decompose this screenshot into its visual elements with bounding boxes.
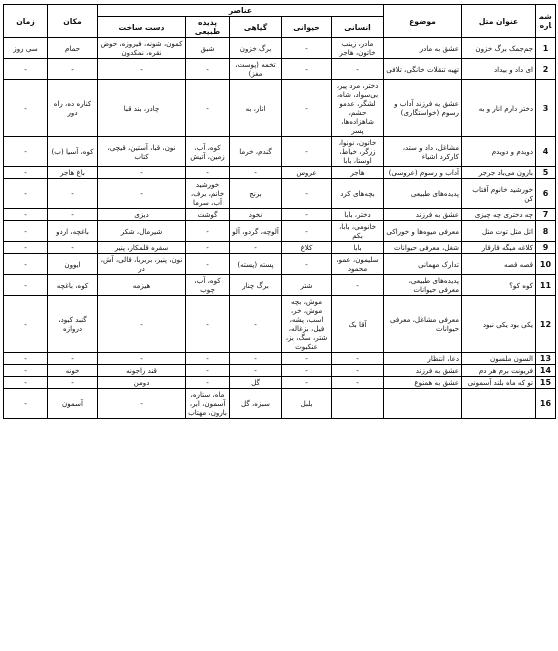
header-num: شماره xyxy=(536,5,556,38)
cell-nature: - xyxy=(186,296,230,353)
cell-title: کلاغه میگه قارقار xyxy=(462,242,536,254)
cell-time: - xyxy=(4,353,48,365)
cell-time: - xyxy=(4,365,48,377)
cell-animal: عروس xyxy=(282,167,332,179)
table-row xyxy=(4,296,556,353)
cell-human: - xyxy=(332,377,384,389)
cell-handmade: - xyxy=(98,296,186,353)
cell-human: - xyxy=(332,353,384,365)
cell-handmade: - xyxy=(98,179,186,209)
table-row xyxy=(4,167,556,179)
table-row xyxy=(4,80,556,137)
cell-human: - xyxy=(332,365,384,377)
cell-nature: - xyxy=(186,59,230,80)
table-row xyxy=(4,59,556,80)
cell-plant: پسته (پسته) xyxy=(230,254,282,275)
header-time: زمان xyxy=(4,5,48,38)
table-row xyxy=(4,275,556,296)
cell-num: 5 xyxy=(536,167,556,179)
cell-title: جم‌جمک برگ خزون xyxy=(462,38,536,59)
cell-num: 8 xyxy=(536,221,556,242)
cell-nature: - xyxy=(186,365,230,377)
cell-human xyxy=(332,389,384,419)
cell-topic: پدیده‌های طبیعی، معرفی حیوانات xyxy=(384,275,462,296)
cell-topic: عشق به همنوع xyxy=(384,377,462,389)
cell-time: - xyxy=(4,221,48,242)
table-row xyxy=(4,179,556,209)
cell-plant: - xyxy=(230,296,282,353)
cell-place: کوه، آسیا (ب) xyxy=(48,137,98,167)
cell-place: - xyxy=(48,179,98,209)
cell-num: 3 xyxy=(536,80,556,137)
cell-animal: - xyxy=(282,377,332,389)
cell-title xyxy=(462,389,536,419)
cell-topic: عشق به فرزند آداب و رسوم (خواستگاری) xyxy=(384,80,462,137)
cell-human: مادر، زینب خاتون، هاجر xyxy=(332,38,384,59)
table-row xyxy=(4,209,556,221)
cell-num: 9 xyxy=(536,242,556,254)
cell-handmade: دیزی xyxy=(98,209,186,221)
cell-time: - xyxy=(4,209,48,221)
cell-time: - xyxy=(4,275,48,296)
cell-topic: تهیه تنقلات خانگی، تلافی xyxy=(384,59,462,80)
cell-num: 6 xyxy=(536,179,556,209)
cell-plant: برگ خزون xyxy=(230,38,282,59)
cell-human: دختر، بابا xyxy=(332,209,384,221)
header-place: مکان xyxy=(48,5,98,38)
cell-plant: برنج xyxy=(230,179,282,209)
cell-time: - xyxy=(4,377,48,389)
cell-num: 2 xyxy=(536,59,556,80)
cell-place: باغچه، اردو xyxy=(48,221,98,242)
cell-place: کوه، باغچه xyxy=(48,275,98,296)
cell-place: - xyxy=(48,209,98,221)
cell-animal: - xyxy=(282,179,332,209)
cell-place: - xyxy=(48,242,98,254)
cell-human: هاجر xyxy=(332,167,384,179)
table-body xyxy=(4,38,556,419)
cell-time: - xyxy=(4,296,48,353)
cell-title: قصه قصه xyxy=(462,254,536,275)
cell-title: دویدم و دویدم xyxy=(462,137,536,167)
cell-topic: عشق به مادر xyxy=(384,38,462,59)
cell-title: السون ملسون xyxy=(462,353,536,365)
cell-handmade: هیزمه xyxy=(98,275,186,296)
cell-num: 7 xyxy=(536,209,556,221)
table-row xyxy=(4,365,556,377)
cell-handmade: نون، قبا، آستین، قیچی، کتاب xyxy=(98,137,186,167)
cell-topic: شغل، معرفی حیوانات xyxy=(384,242,462,254)
table-row xyxy=(4,254,556,275)
cell-plant: - xyxy=(230,242,282,254)
cell-time: - xyxy=(4,389,48,419)
header-elements: عناصر xyxy=(98,5,384,17)
cell-place: حمام xyxy=(48,38,98,59)
table-row xyxy=(4,137,556,167)
cell-place: - xyxy=(48,59,98,80)
cell-topic: تدارک مهمانی xyxy=(384,254,462,275)
cell-title: تو که ماه بلند آسمونی xyxy=(462,377,536,389)
cell-num: 15 xyxy=(536,377,556,389)
cell-place: کناره ده، راه دور xyxy=(48,80,98,137)
cell-nature: - xyxy=(186,167,230,179)
cell-plant: گل xyxy=(230,377,282,389)
cell-title: یکی بود یکی نبود xyxy=(462,296,536,353)
cell-human: سلیمون، عمو، محمود xyxy=(332,254,384,275)
cell-plant: سبزه، گل xyxy=(230,389,282,419)
cell-handmade: نون، پنیر، بربربا، قالی، آش، در xyxy=(98,254,186,275)
cell-time: - xyxy=(4,242,48,254)
cell-handmade: - xyxy=(98,167,186,179)
cell-handmade: دومن xyxy=(98,377,186,389)
motel-table xyxy=(3,4,556,419)
cell-title: ای داد و بیداد xyxy=(462,59,536,80)
table-row xyxy=(4,377,556,389)
cell-nature: خورشید خانم، برف، آب، سرما xyxy=(186,179,230,209)
cell-place: آسمون xyxy=(48,389,98,419)
cell-time: - xyxy=(4,179,48,209)
cell-num: 13 xyxy=(536,353,556,365)
cell-time: سی روز xyxy=(4,38,48,59)
cell-time: - xyxy=(4,59,48,80)
cell-time: - xyxy=(4,167,48,179)
cell-title: خورشید خانوم آفتاب کن xyxy=(462,179,536,209)
cell-title: فریونت برم هر دم xyxy=(462,365,536,377)
cell-human: بچه‌های کرد xyxy=(332,179,384,209)
table-row xyxy=(4,221,556,242)
cell-time: - xyxy=(4,254,48,275)
cell-topic: آداب و رسوم (عروسی) xyxy=(384,167,462,179)
cell-topic: عشق به فرزند xyxy=(384,365,462,377)
cell-plant: آلوچه، گردو، آلو xyxy=(230,221,282,242)
cell-topic: مشاغل، داد و ستد، کارکرد اشیاء xyxy=(384,137,462,167)
cell-human: - xyxy=(332,59,384,80)
cell-topic xyxy=(384,389,462,419)
cell-plant: نخود xyxy=(230,209,282,221)
table-row xyxy=(4,353,556,365)
cell-human: خاتون، نونوا، زرگر، خیاط، اوستا، بابا xyxy=(332,137,384,167)
cell-handmade: قند راجونه xyxy=(98,365,186,377)
cell-handmade: کمون، شونه، فیروزه، حوض نقره، نمکدون xyxy=(98,38,186,59)
cell-time: - xyxy=(4,80,48,137)
cell-place: خونه xyxy=(48,365,98,377)
cell-plant: - xyxy=(230,167,282,179)
cell-time: - xyxy=(4,137,48,167)
header-animal: حیوانی xyxy=(282,17,332,38)
cell-animal: - xyxy=(282,221,332,242)
cell-human: - xyxy=(332,275,384,296)
cell-place: گنبد کبود، دروازه xyxy=(48,296,98,353)
cell-handmade: - xyxy=(98,353,186,365)
cell-animal: بلبل xyxy=(282,389,332,419)
cell-animal: شتر xyxy=(282,275,332,296)
cell-nature: - xyxy=(186,254,230,275)
cell-animal: - xyxy=(282,254,332,275)
table-row xyxy=(4,242,556,254)
cell-handmade: - xyxy=(98,389,186,419)
cell-nature: - xyxy=(186,221,230,242)
cell-num: 14 xyxy=(536,365,556,377)
cell-handmade: - xyxy=(98,59,186,80)
cell-animal: - xyxy=(282,209,332,221)
cell-plant: - xyxy=(230,365,282,377)
cell-nature: کوه، آب، زمین، آتیش xyxy=(186,137,230,167)
cell-place: - xyxy=(48,377,98,389)
cell-animal: موش، بچه موش، خر، اسب، پشه، فیل، بزغاله، شتر، سگ، بز، عنکبوت xyxy=(282,296,332,353)
cell-nature: کوه، آب، چوب xyxy=(186,275,230,296)
cell-title: اتل متل توت متل xyxy=(462,221,536,242)
cell-human: بابا xyxy=(332,242,384,254)
cell-plant: تخمه (پوست، مغز) xyxy=(230,59,282,80)
cell-plant: گندم، خرما xyxy=(230,137,282,167)
cell-handmade: شیرمال، شکر xyxy=(98,221,186,242)
header-handmade: دست ساخت xyxy=(98,17,186,38)
cell-num: 4 xyxy=(536,137,556,167)
cell-num: 11 xyxy=(536,275,556,296)
cell-num: 12 xyxy=(536,296,556,353)
cell-animal: - xyxy=(282,59,332,80)
cell-topic: عشق به فرزند xyxy=(384,209,462,221)
cell-topic: معرفی میوه‌ها و خوراکی xyxy=(384,221,462,242)
header-plant: گیاهی xyxy=(230,17,282,38)
cell-human: آقا بک xyxy=(332,296,384,353)
cell-title: دختر دارم انار و به xyxy=(462,80,536,137)
cell-title: بارون می‌باد جرجر xyxy=(462,167,536,179)
cell-nature: گوشت xyxy=(186,209,230,221)
cell-animal: - xyxy=(282,353,332,365)
cell-topic: معرفی مشاغل، معرفی حیوانات xyxy=(384,296,462,353)
cell-num: 16 xyxy=(536,389,556,419)
cell-place: باغ هاجر xyxy=(48,167,98,179)
cell-nature: - xyxy=(186,80,230,137)
cell-place: ایوون xyxy=(48,254,98,275)
cell-nature: شبق xyxy=(186,38,230,59)
cell-title: کوه کو؟ xyxy=(462,275,536,296)
cell-human: خانومی، بابا، بکم xyxy=(332,221,384,242)
header-topic: موضوع xyxy=(384,5,462,38)
table-row xyxy=(4,38,556,59)
header-nature: پدیده طبیعی xyxy=(186,17,230,38)
header-title: عنوان متل xyxy=(462,5,536,38)
cell-nature: - xyxy=(186,377,230,389)
cell-animal: - xyxy=(282,137,332,167)
cell-animal: کلاغ xyxy=(282,242,332,254)
cell-place: - xyxy=(48,353,98,365)
cell-nature: - xyxy=(186,353,230,365)
cell-title: چه دختری چه چیزی xyxy=(462,209,536,221)
cell-plant: انار، به xyxy=(230,80,282,137)
table-row xyxy=(4,389,556,419)
cell-nature: ماه، ستاره، آسمون، ابر، بارون، مهتاب xyxy=(186,389,230,419)
cell-plant: برگ چنار xyxy=(230,275,282,296)
cell-human: دختر، مرد پیر، بی‌سواد، شاه، لشگر، عدمو حشم، شاهزاده‌ها، پسر xyxy=(332,80,384,137)
cell-topic: دعا، انتظار xyxy=(384,353,462,365)
cell-animal: - xyxy=(282,365,332,377)
cell-nature: - xyxy=(186,242,230,254)
cell-num: 1 xyxy=(536,38,556,59)
cell-handmade: چادر، بند قبا xyxy=(98,80,186,137)
header-human: انسانی xyxy=(332,17,384,38)
cell-topic: پدیده‌های طبیعی xyxy=(384,179,462,209)
cell-handmade: سفره قلمکار، پنیر xyxy=(98,242,186,254)
cell-animal: - xyxy=(282,38,332,59)
cell-animal: - xyxy=(282,80,332,137)
cell-plant: - xyxy=(230,353,282,365)
cell-num: 10 xyxy=(536,254,556,275)
